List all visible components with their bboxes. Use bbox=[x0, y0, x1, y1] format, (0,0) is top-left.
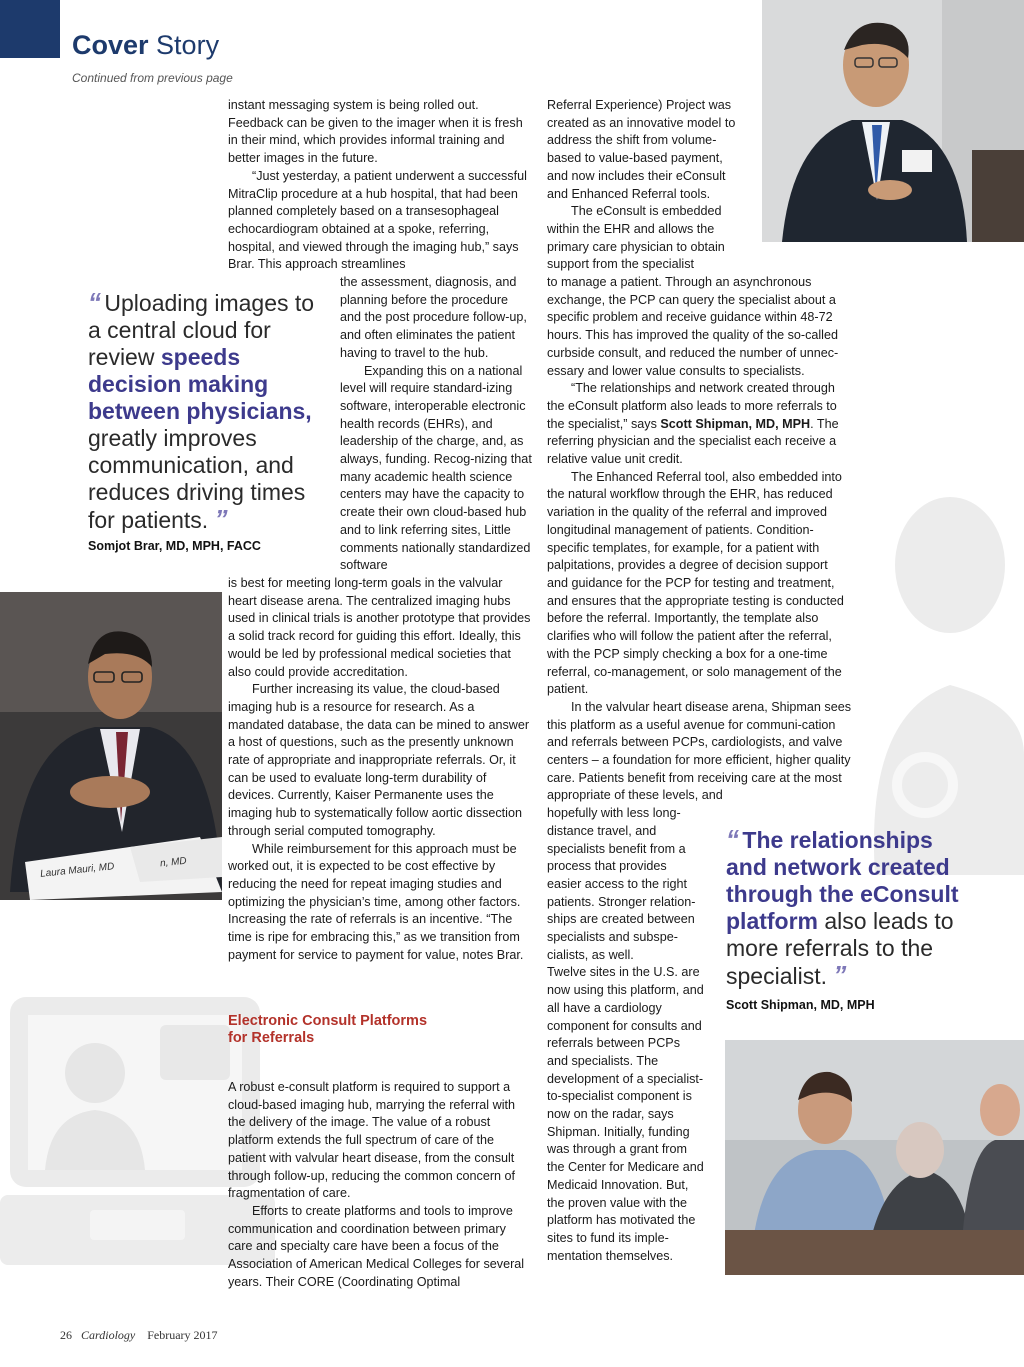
continued-note: Continued from previous page bbox=[72, 71, 233, 85]
quote-text-end: . The referring physician and the specialist each receive a relative value unit credit. bbox=[547, 416, 839, 467]
open-quote-mark: “ bbox=[88, 287, 98, 317]
article-column-2 bbox=[547, 97, 852, 1265]
doctor-silhouette-illustration bbox=[855, 455, 1024, 875]
pull-quote-attribution: Somjot Brar, MD, MPH, FACC bbox=[88, 539, 261, 553]
paragraph: the assessment, diagnosis, and planning before the procedure and the post procedure follow-up, and often eliminates the patient having to travel to the hub. bbox=[340, 275, 527, 360]
nameplate-text-second: n, MD bbox=[159, 855, 188, 870]
paragraph: The Enhanced Referral tool, also embedded into the natural workflow through the EHR, has reduced variation in the quality of the referral and improved longitudinal management of patients. Condition-specific templates, for example, for a patient with palpitations, provides a degree of decision support and guidance for the PCP for testing and treatment, and ensures that the appropriate testing is conducted before the referral. Importantly, the template also clarifies who will follow the patient after the referral, with the PCP simply checking a box for a one-time referral, co-management, or solo management of the patient. bbox=[547, 469, 844, 697]
pull-quote-text-end: greatly improves communication, and reduces driving times for patients. bbox=[88, 425, 306, 533]
close-quote-mark: ” bbox=[833, 960, 844, 990]
pull-quote-emphasis: speeds decision making between physicians, bbox=[88, 344, 312, 424]
paragraph: Efforts to create platforms and tools to improve communication and coordination between primary care and specialty care have been a focus of the Association of American Medical Colleges for several years. Their CORE (Coordinating Optimal bbox=[228, 1203, 525, 1289]
paragraph: In the valvular heart disease arena, Shipman sees this platform as a useful avenue for communi-cation and referrals between PCPs, cardiologists, and valve centers – a foundation for more efficient, higher quality care. Patients benefit from receiving care at the most appropriate of these levels, and bbox=[547, 699, 852, 803]
pull-quote-text: Uploading images to a central cloud for review bbox=[88, 290, 315, 370]
section-subhead: Electronic Consult Platforms for Referrals bbox=[228, 1013, 428, 1046]
pull-quote-attribution: Scott Shipman, MD, MPH bbox=[726, 998, 875, 1012]
section-title bbox=[72, 30, 219, 61]
paragraph: to manage a patient. Through an asynchronous exchange, the PCP can query the specialist about a specific problem and receive guidance within 48-72 hours. This has improved the quality of the so-called curbside consult, and reduced the number of unnec-essary and lower value consults to specialists. bbox=[547, 275, 839, 378]
paragraph: While reimbursement for this approach must be worked out, it is expected to be cost effective by reducing the need for repeat imaging studies and optimizing the physician’s time, among other factors. Increasing the rate of referrals is an incentive. “The time is ripe for embracing this,” as we transition from payment for service to payment for value, notes Brar. bbox=[228, 841, 524, 962]
paragraph: is best for meeting long-term goals in the valvular heart disease arena. The centralized imaging hubs used in clinical trials is another prototype that provides a solid track record for guiding this effort. Ideally, this would be led by professional medical societies that also could provide accreditation. bbox=[228, 575, 531, 679]
photo-panelist-seated bbox=[0, 592, 222, 900]
open-quote-mark: “ bbox=[726, 824, 736, 854]
close-quote-mark: ” bbox=[214, 504, 225, 534]
page-number: 26 bbox=[60, 1328, 72, 1342]
section-color-tab bbox=[0, 0, 60, 58]
pull-quote-brar bbox=[88, 289, 316, 534]
paragraph: A robust e-consult platform is required to support a cloud-based imaging hub, marrying the referral with the delivery of the image. The value of a robust platform extends the full spectrum of care of the patient with valvular heart disease, from the consult through follow-up, reducing the common concern of fragmentation of care. bbox=[228, 1080, 516, 1201]
paragraph: instant messaging system is being rolled out. Feedback can be given to the imager when it is fresh in their mind, which provides informal training and better images in the future. bbox=[228, 98, 523, 166]
paragraph: Expanding this on a national level will require standard-izing software, interoperable electronic health records (EHRs), and leadership of the charge, and, as always, funding. Recog-nizing that many academic health science centers may have the capacity to create their own cloud-based hub and to link referring sites, Little comments nationally standardized software bbox=[340, 363, 532, 573]
pull-quote-text-end: also leads to more referrals to the specialist. bbox=[726, 908, 954, 989]
pull-quote-shipman bbox=[726, 826, 964, 990]
paragraph: hopefully with less long-distance travel, and specialists benefit from a process that provides easier access to the right patients. Stronger relation-ships are created between specialists and subspe-cialists, as well. bbox=[547, 806, 696, 962]
nameplate-text: Laura Mauri, MD bbox=[39, 861, 115, 880]
quote-text: “The relationships and network created through the eConsult platform also leads to more referrals to the specialist,” says bbox=[547, 381, 837, 431]
section-title-rest: Story bbox=[156, 30, 220, 60]
paragraph: Further increasing its value, the cloud-based imaging hub is a resource for research. As a mandated database, the data can be mined to answer a host of questions, such as the presently unknown rate of appropriate and inappropriate referrals. Or, it can be used to evaluate long-term durability of devices. Currently, Kaiser Permanente uses the imaging hub to systematically follow aortic dissection through serial computed tomography. bbox=[228, 682, 530, 838]
page-footer bbox=[60, 1328, 218, 1343]
issue-date: February 2017 bbox=[147, 1328, 218, 1342]
paragraph bbox=[547, 380, 852, 469]
speaker-name: Scott Shipman, MD, MPH bbox=[660, 416, 811, 431]
article-column-1-section bbox=[228, 1013, 532, 1291]
paragraph: Referral Experience) Project was created as an innovative model to address the shift from volume-based to value-based payment, and now includes their eConsult and Enhanced Referral tools. bbox=[547, 98, 736, 201]
pull-quote-emphasis: The relationships and network created through the eConsult platform bbox=[726, 827, 959, 934]
paragraph: The eConsult is embedded within the EHR and allows the primary care physician to obtain support from the specialist bbox=[547, 204, 725, 272]
paragraph: “Just yesterday, a patient underwent a successful MitraClip procedure at a hub hospital, that had been planned completely based on a transesophageal echocardiogram obtained at a spoke, referring, hospital, and viewed through the imaging hub,” says Brar. This approach streamlines bbox=[228, 168, 527, 272]
magazine-name: Cardiology bbox=[81, 1328, 136, 1342]
section-title-bold: Cover bbox=[72, 30, 149, 60]
paragraph: Twelve sites in the U.S. are now using this platform, and all have a cardiology component for consults and referrals between PCPs and specialists. The development of a specialist-to-specialist component is now on the radar, says Shipman. Initially, funding was through a grant from the Center for Medicare and Medicaid Innovation. But, the proven value with the platform has motivated the sites to fund its imple-mentation themselves. bbox=[547, 965, 704, 1263]
